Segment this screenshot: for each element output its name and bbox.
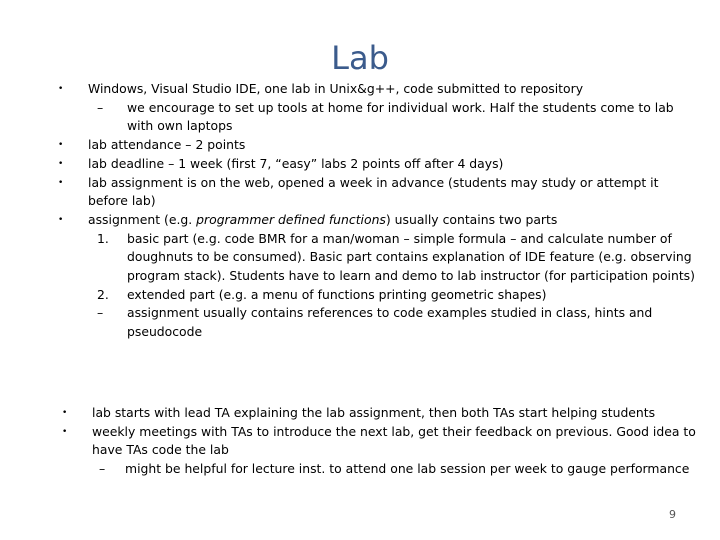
bullet-icon: •	[58, 158, 64, 169]
list-item-weekly-meetings	[62, 423, 702, 460]
text-segment: ) usually contains two parts	[385, 211, 558, 227]
bullet-list-main	[58, 80, 698, 342]
list-item-lab-start	[62, 404, 702, 423]
text-segment: assignment (e.g.	[88, 211, 197, 227]
list-item-text: lab deadline – 1 week (first 7, “easy” labs 2 points off after 4 days)	[88, 155, 504, 171]
list-item-assignment-parts	[58, 211, 698, 230]
number-marker: 1.	[97, 230, 109, 246]
dash-marker: –	[97, 305, 104, 321]
sub-item-lecture-inst	[62, 460, 702, 479]
list-item-text	[88, 211, 698, 230]
bullet-icon: •	[58, 140, 64, 151]
sub-item-references	[58, 304, 698, 341]
sub-item-basic-part	[58, 230, 698, 286]
list-item-text: Windows, Visual Studio IDE, one lab in Unix&g++, code submitted to repository	[88, 81, 584, 96]
list-item-deadline	[58, 155, 698, 174]
bullet-icon: •	[62, 426, 68, 437]
page-number: 9	[669, 508, 676, 521]
list-item-text: lab attendance – 2 points	[88, 137, 246, 153]
emphasis-text: programmer defined functions	[196, 211, 386, 227]
list-item-tools	[58, 80, 698, 99]
sub-item-text: assignment usually contains references to code examples studied in class, hints and pseudocode	[127, 305, 653, 340]
list-item-text: lab assignment is on the web, opened a week in advance (students may study or attempt it before lab)	[88, 174, 659, 209]
number-marker: 2.	[97, 286, 109, 302]
list-item-attendance	[58, 136, 698, 155]
sub-item-text: might be helpful for lecture inst. to attend one lab session per week to gauge performance	[125, 461, 690, 477]
sub-item-home-tools	[58, 99, 698, 136]
bullet-icon: •	[62, 408, 68, 418]
list-item-text: lab starts with lead TA explaining the lab assignment, then both TAs start helping students	[92, 405, 656, 420]
bullet-icon: •	[58, 214, 64, 225]
sub-item-text: basic part (e.g. code BMR for a man/woman – simple formula – and calculate number of doughnuts to be consumed). Basic part contains explanation of IDE feature (e.g. observing program stack). Students have to learn and demo to lab instructor (for participation points)	[127, 230, 695, 284]
sub-item-text: we encourage to set up tools at home for individual work. Half the students come to lab with own laptops	[127, 99, 674, 134]
list-item-web-assignment	[58, 174, 698, 211]
dash-marker: –	[97, 99, 104, 115]
list-item-text: weekly meetings with TAs to introduce the next lab, get their feedback on previous. Good idea to have TAs code the lab	[92, 423, 696, 458]
slide-title: Lab	[331, 39, 389, 77]
dash-marker: –	[99, 461, 106, 477]
sub-item-text: extended part (e.g. a menu of functions printing geometric shapes)	[127, 286, 547, 302]
sub-item-extended-part	[58, 286, 698, 305]
bullet-icon: •	[58, 177, 64, 188]
bullet-icon: •	[58, 84, 64, 94]
bullet-list-ta	[62, 404, 702, 479]
